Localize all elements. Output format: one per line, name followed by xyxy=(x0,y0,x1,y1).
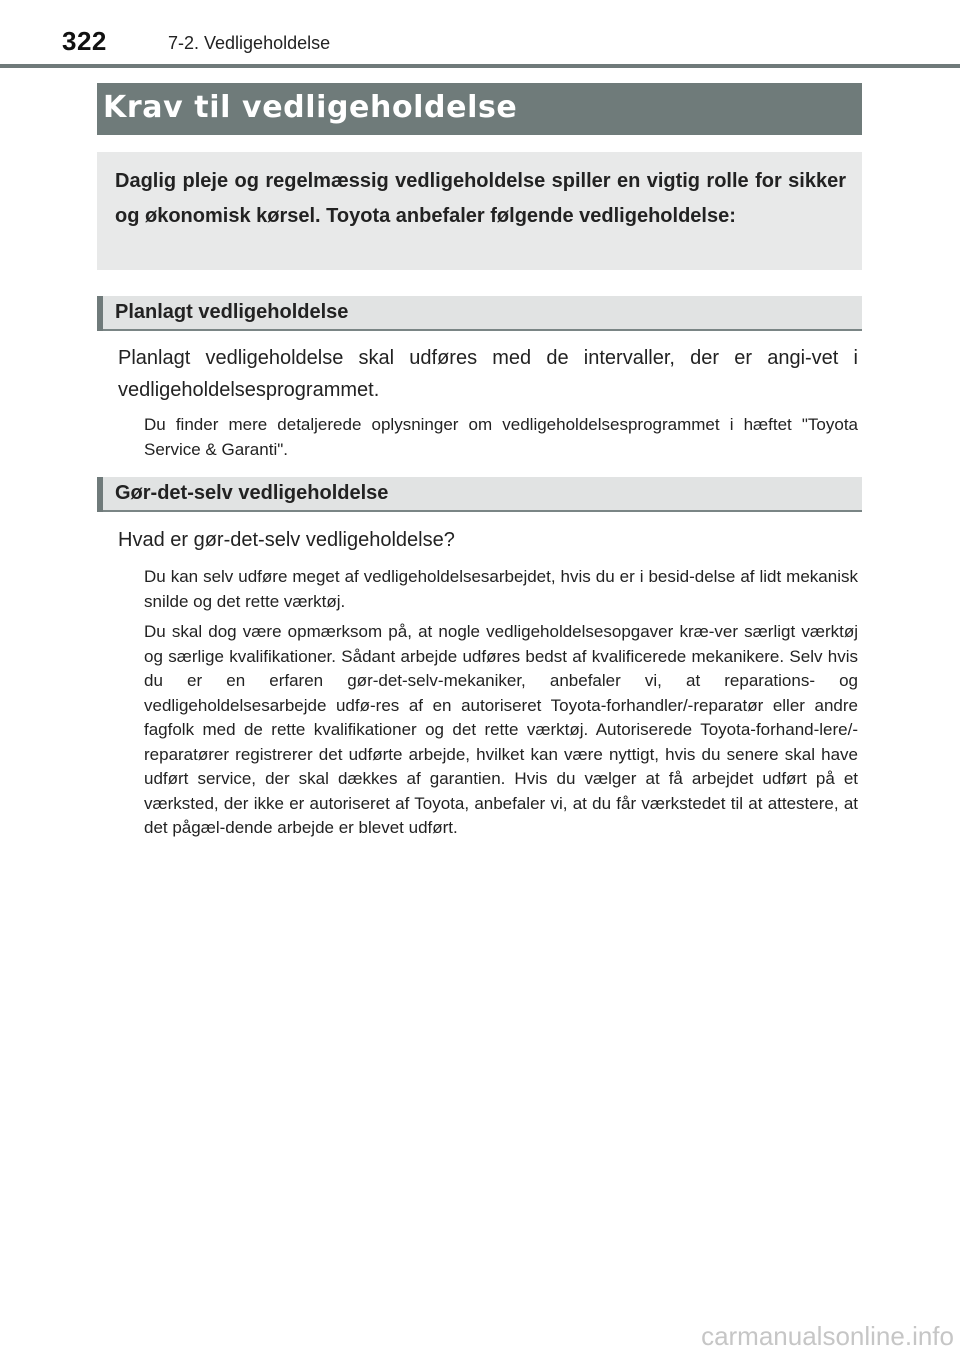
watermark: carmanualsonline.info xyxy=(701,1321,954,1351)
subheading-accent-bar xyxy=(97,296,103,331)
page-title: Krav til vedligeholdelse xyxy=(103,90,518,125)
subheading-diy-maintenance xyxy=(97,477,862,512)
header-divider xyxy=(0,64,960,68)
scheduled-maintenance-note: Du finder mere detaljerede oplysninger om vedligeholdelsesprogrammet i hæftet "Toyota Service & Garanti". xyxy=(144,415,858,459)
subheading-scheduled-maintenance xyxy=(97,296,862,331)
subheading-text: Gør-det-selv vedligeholdelse xyxy=(115,482,389,504)
diy-note-2: Du skal dog være opmærksom på, at nogle vedligeholdelsesopgaver kræ-ver særligt værktøj og særlige kvalifikationer. Sådant arbejde udføres bedst af kvalificerede mekanikere. Selv hvis du er en erfaren gør-det-selv-mekaniker, anbefaler vi, at reparations- og vedligeholdelsesarbejde udfø-res af en autoriseret Toyota-forhandler/-reparatør eller andre fagfolk med de rette kvalifikationer og det rette værktøj. Autoriserede Toyota-forhand-lere/-reparatører registrerer det udførte arbejde, hvilket kan være nyttigt, hvis du senere skal have udført service, der skal dækkes af garantien. Hvis du vælger at få arbejdet udført på et værksted, der ikke er autoriseret af Toyota, anbefaler vi, at du får værkstedet til at attestere, at det pågæl-dende arbejde er blevet udført. xyxy=(144,622,858,837)
diy-note-1: Du kan selv udføre meget af vedligeholdelsesarbejdet, hvis du er i besid-delse af lidt mekanisk snilde og det rette værktøj. xyxy=(144,567,858,611)
section-reference: 7-2. Vedligeholdelse xyxy=(168,33,331,53)
intro-box xyxy=(97,152,862,270)
page-number: 322 xyxy=(62,26,107,56)
page-header xyxy=(62,22,960,66)
scheduled-maintenance-paragraph: Planlagt vedligeholdelse skal udføres med de intervaller, der er angi-vet i vedligeholdelsesprogrammet. xyxy=(118,347,858,401)
subheading-accent-bar xyxy=(97,477,103,512)
diy-question: Hvad er gør-det-selv vedligeholdelse? xyxy=(118,529,455,551)
intro-text: Daglig pleje og regelmæssig vedligeholdelse spiller en vigtig rolle for sikker og økonomisk kørsel. Toyota anbefaler følgende vedligeholdelse: xyxy=(115,170,846,227)
title-banner xyxy=(97,83,862,135)
subheading-text: Planlagt vedligeholdelse xyxy=(115,301,349,323)
